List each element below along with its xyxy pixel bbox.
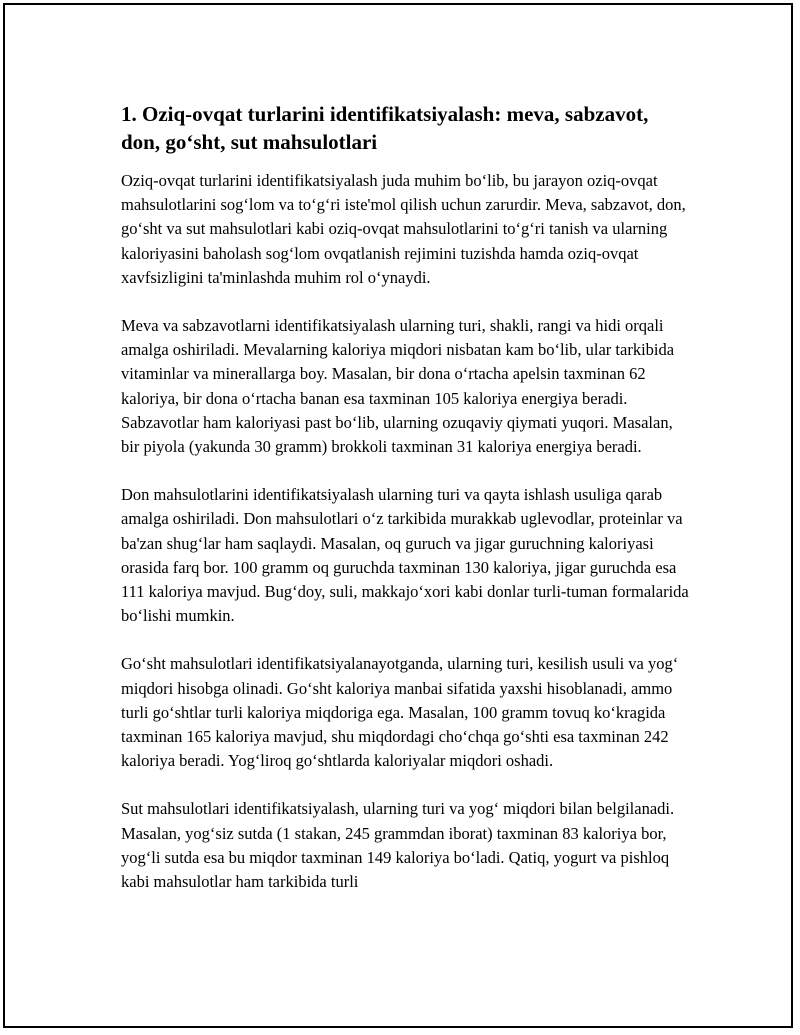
section-heading: 1. Oziq-ovqat turlarini identifikatsiyalash: meva, sabzavot, don, go‘sht, sut mahsulotlari bbox=[121, 102, 649, 154]
paragraph-grains: Don mahsulotlarini identifikatsiyalash ularning turi va qayta ishlash usuliga qarab amalga oshiriladi. Don mahsulotlari o‘z tarkibida murakkab uglevodlar, proteinlar va ba'zan shug‘lar ham saqlaydi. Masalan, oq guruch va jigar guruchning kaloriyasi orasida farq bor. 100 gramm oq guruchda taxminan 130 kaloriya, jigar guruchda esa 111 kaloriya mavjud. Bug‘doy, suli, makkajo‘xori kabi donlar turli-tuman formalarida bo‘lishi mumkin. bbox=[121, 485, 689, 626]
paragraph-dairy: Sut mahsulotlari identifikatsiyalash, ularning turi va yog‘ miqdori bilan belgilanadi. Masalan, yog‘siz sutda (1 stakan, 245 grammdan iborat) taxminan 83 kaloriya bor, yog‘li sutda esa bu miqdor taxminan 149 kaloriya bo‘ladi. Qatiq, yogurt va pishloq kabi mahsulotlar ham tarkibida turli bbox=[121, 799, 675, 892]
paragraph-intro: Oziq-ovqat turlarini identifikatsiyalash juda muhim bo‘lib, bu jarayon oziq-ovqat mahsulotlarini sog‘lom va to‘g‘ri iste'mol qilish uchun zarurdir. Meva, sabzavot, don, go‘sht va sut mahsulotlari kabi oziq-ovqat mahsulotlarini to‘g‘ri tanish va ularning kaloriyasini baholash sog‘lom ovqatlanish rejimini tuzishda hamda oziq-ovqat xavfsizligini ta'minlashda muhim rol o‘ynaydi. bbox=[121, 171, 686, 287]
document-page bbox=[3, 3, 793, 1028]
paragraph-fruits-vegetables: Meva va sabzavotlarni identifikatsiyalash ularning turi, shakli, rangi va hidi orqali amalga oshiriladi. Mevalarning kaloriya miqdori nisbatan kam bo‘lib, ular tarkibida vitaminlar va minerallarga boy. Masalan, bir dona o‘rtacha apelsin taxminan 62 kaloriya, bir dona o‘rtacha banan esa taxminan 105 kaloriya energiya beradi. Sabzavotlar ham kaloriyasi past bo‘lib, ularning ozuqaviy qiymati yuqori. Masalan, bir piyola (yakunda 30 gramm) brokkoli taxminan 31 kaloriya energiya beradi. bbox=[121, 316, 675, 457]
document-body bbox=[121, 100, 691, 918]
paragraph-meat: Go‘sht mahsulotlari identifikatsiyalanayotganda, ularning turi, kesilish usuli va yog‘ miqdori hisobga olinadi. Go‘sht kaloriya manbai sifatida yaxshi hisoblanadi, ammo turli go‘shtlar turli kaloriya miqdoriga ega. Masalan, 100 gramm tovuq ko‘kragida taxminan 165 kaloriya mavjud, shu miqdordagi cho‘chqa go‘shti esa taxminan 242 kaloriya beradi. Yog‘liroq go‘shtlarda kaloriyalar miqdori oshadi. bbox=[121, 654, 679, 771]
